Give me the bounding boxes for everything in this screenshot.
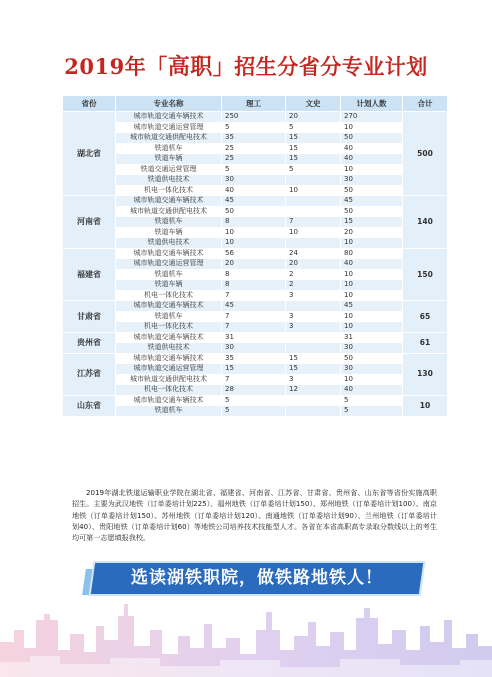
table-row [63, 164, 448, 175]
science-cell: 5 [222, 164, 286, 175]
arts-cell: 5 [286, 164, 341, 175]
major-cell: 城市轨道交通供配电技术 [116, 206, 222, 217]
plan-cell: 5 [341, 395, 403, 406]
table-row [63, 227, 448, 238]
major-cell: 城市轨道交通车辆技术 [116, 353, 222, 364]
table-body [63, 112, 448, 417]
province-total-cell: 61 [403, 332, 448, 353]
title-rest: 招生分省分专业计划 [234, 54, 428, 79]
province-total-cell: 500 [403, 112, 448, 196]
arts-cell [286, 343, 341, 354]
science-cell: 28 [222, 385, 286, 396]
science-cell: 8 [222, 217, 286, 228]
plan-cell: 10 [341, 280, 403, 291]
major-cell: 铁道交通运营管理 [116, 164, 222, 175]
table-row [63, 133, 448, 144]
science-cell: 31 [222, 332, 286, 343]
science-cell: 250 [222, 112, 286, 123]
arts-cell: 3 [286, 290, 341, 301]
arts-cell: 3 [286, 322, 341, 333]
arts-cell [286, 206, 341, 217]
plan-cell: 10 [341, 238, 403, 249]
arts-cell [286, 238, 341, 249]
arts-cell: 24 [286, 248, 341, 259]
plan-cell: 50 [341, 353, 403, 364]
table-row [63, 374, 448, 385]
header-major: 专业名称 [116, 96, 222, 112]
science-cell: 56 [222, 248, 286, 259]
province-cell: 福建省 [63, 248, 116, 301]
arts-cell [286, 406, 341, 417]
arts-cell: 15 [286, 364, 341, 375]
table-row [63, 311, 448, 322]
science-cell: 45 [222, 301, 286, 312]
plan-cell: 30 [341, 343, 403, 354]
plan-cell: 40 [341, 143, 403, 154]
arts-cell: 3 [286, 374, 341, 385]
arts-cell: 3 [286, 311, 341, 322]
science-cell: 30 [222, 175, 286, 186]
science-cell: 5 [222, 122, 286, 133]
major-cell: 机电一体化技术 [116, 385, 222, 396]
table-row [63, 301, 448, 312]
major-cell: 城市轨道交通车辆技术 [116, 248, 222, 259]
arts-cell: 20 [286, 259, 341, 270]
title-open-bracket: 「 [146, 54, 168, 79]
arts-cell [286, 395, 341, 406]
table-row [63, 290, 448, 301]
slogan-text: 选读湖铁职院，做铁路地铁人！ [131, 568, 383, 588]
title-close-bracket: 」 [212, 54, 235, 79]
science-cell: 25 [222, 143, 286, 154]
major-cell: 铁道机车 [116, 406, 222, 417]
major-cell: 铁道车辆 [116, 280, 222, 291]
table-row [63, 269, 448, 280]
arts-cell [286, 196, 341, 207]
province-cell: 甘肃省 [63, 301, 116, 333]
arts-cell: 10 [286, 227, 341, 238]
table-row [63, 385, 448, 396]
science-cell: 35 [222, 133, 286, 144]
arts-cell: 7 [286, 217, 341, 228]
plan-cell: 45 [341, 301, 403, 312]
header-science: 理工 [222, 96, 286, 112]
header-plan: 计划人数 [341, 96, 403, 112]
table-row [63, 196, 448, 207]
major-cell: 城市轨道交通运营管理 [116, 259, 222, 270]
arts-cell [286, 332, 341, 343]
plan-cell: 50 [341, 185, 403, 196]
plan-cell: 20 [341, 227, 403, 238]
table-row [63, 154, 448, 165]
table-row [63, 332, 448, 343]
plan-cell: 45 [341, 196, 403, 207]
major-cell: 机电一体化技术 [116, 322, 222, 333]
province-total-cell: 65 [403, 301, 448, 333]
major-cell: 城市轨道交通供配电技术 [116, 133, 222, 144]
plan-cell: 30 [341, 364, 403, 375]
plan-cell: 10 [341, 269, 403, 280]
science-cell: 5 [222, 406, 286, 417]
science-cell: 7 [222, 290, 286, 301]
table-row [63, 395, 448, 406]
province-total-cell: 140 [403, 196, 448, 249]
major-cell: 机电一体化技术 [116, 185, 222, 196]
major-cell: 铁道机车 [116, 143, 222, 154]
science-cell: 10 [222, 238, 286, 249]
arts-cell: 10 [286, 185, 341, 196]
title-highlight: 高职 [167, 54, 213, 80]
major-cell: 铁道供电技术 [116, 238, 222, 249]
plan-cell: 10 [341, 311, 403, 322]
intro-paragraph: 2019年湖北铁道运输职业学院在湖北省、福建省、河南省、江苏省、甘肃省、贵州省、山东省等省份实施高职招生。主要为武汉地铁（订单委培计划225）、福州地铁（订单委培计划150）、郑州地铁（订单委培计划100）、南京地铁（订单委培计划150）、苏州地铁（订单委培计划120）、南通地铁（订单委培计划90）、兰州地铁（订单委培计划40）、贵阳地铁（订单委培计划60）等地铁公司培养技术技能型人才。各省在本省高职高专录取分数线以上的考生均可第一志愿填报我校。 [72, 488, 437, 543]
province-total-cell: 130 [403, 353, 448, 395]
table-row [63, 112, 448, 123]
province-cell: 湖北省 [63, 112, 116, 196]
province-cell: 山东省 [63, 395, 116, 416]
major-cell: 铁道车辆 [116, 154, 222, 165]
plan-cell: 5 [341, 406, 403, 417]
table-row [63, 259, 448, 270]
table-row [63, 206, 448, 217]
plan-cell: 15 [341, 217, 403, 228]
major-cell: 城市轨道交通运营管理 [116, 122, 222, 133]
enrollment-plan-table [62, 95, 448, 417]
plan-cell: 10 [341, 322, 403, 333]
table-row [63, 343, 448, 354]
table-row [63, 353, 448, 364]
major-cell: 机电一体化技术 [116, 290, 222, 301]
major-cell: 城市轨道交通车辆技术 [116, 112, 222, 123]
province-cell: 河南省 [63, 196, 116, 249]
science-cell: 7 [222, 311, 286, 322]
table-row [63, 122, 448, 133]
science-cell: 50 [222, 206, 286, 217]
table-row [63, 143, 448, 154]
major-cell: 城市轨道交通供配电技术 [116, 374, 222, 385]
table-row [63, 364, 448, 375]
major-cell: 铁道供电技术 [116, 175, 222, 186]
science-cell: 7 [222, 374, 286, 385]
science-cell: 45 [222, 196, 286, 207]
science-cell: 7 [222, 322, 286, 333]
arts-cell: 2 [286, 280, 341, 291]
arts-cell [286, 301, 341, 312]
plan-cell: 50 [341, 206, 403, 217]
table-row [63, 217, 448, 228]
province-total-cell: 150 [403, 248, 448, 301]
table-row [63, 280, 448, 291]
arts-cell: 15 [286, 143, 341, 154]
plan-cell: 40 [341, 259, 403, 270]
plan-cell: 50 [341, 133, 403, 144]
arts-cell: 20 [286, 112, 341, 123]
plan-cell: 30 [341, 175, 403, 186]
plan-cell: 40 [341, 154, 403, 165]
table-row [63, 406, 448, 417]
arts-cell: 15 [286, 353, 341, 364]
table-row [63, 175, 448, 186]
science-cell: 10 [222, 227, 286, 238]
arts-cell: 5 [286, 122, 341, 133]
science-cell: 25 [222, 154, 286, 165]
science-cell: 20 [222, 259, 286, 270]
major-cell: 城市轨道交通运营管理 [116, 364, 222, 375]
science-cell: 8 [222, 280, 286, 291]
plan-cell: 10 [341, 164, 403, 175]
major-cell: 城市轨道交通车辆技术 [116, 301, 222, 312]
table-row [63, 322, 448, 333]
arts-cell: 15 [286, 154, 341, 165]
arts-cell: 2 [286, 269, 341, 280]
major-cell: 铁道机车 [116, 269, 222, 280]
major-cell: 城市轨道交通车辆技术 [116, 395, 222, 406]
table-header-row [63, 96, 448, 112]
province-cell: 贵州省 [63, 332, 116, 353]
table-row [63, 248, 448, 259]
plan-cell: 10 [341, 374, 403, 385]
arts-cell: 15 [286, 133, 341, 144]
science-cell: 15 [222, 364, 286, 375]
major-cell: 铁道车辆 [116, 227, 222, 238]
plan-cell: 270 [341, 112, 403, 123]
major-cell: 城市轨道交通车辆技术 [116, 332, 222, 343]
arts-cell [286, 175, 341, 186]
major-cell: 铁道供电技术 [116, 343, 222, 354]
city-skyline-decoration [0, 590, 492, 677]
plan-cell: 80 [341, 248, 403, 259]
province-total-cell: 10 [403, 395, 448, 416]
science-cell: 30 [222, 343, 286, 354]
science-cell: 5 [222, 395, 286, 406]
plan-cell: 31 [341, 332, 403, 343]
table-row [63, 185, 448, 196]
header-total: 合计 [403, 96, 448, 112]
title-year: 2019年 [64, 54, 147, 79]
plan-cell: 40 [341, 385, 403, 396]
header-arts: 文史 [286, 96, 341, 112]
page-title [0, 50, 492, 81]
province-cell: 江苏省 [63, 353, 116, 395]
science-cell: 40 [222, 185, 286, 196]
header-province: 省份 [63, 96, 116, 112]
major-cell: 铁道机车 [116, 311, 222, 322]
plan-cell: 10 [341, 122, 403, 133]
science-cell: 8 [222, 269, 286, 280]
major-cell: 城市轨道交通车辆技术 [116, 196, 222, 207]
table-row [63, 238, 448, 249]
arts-cell: 12 [286, 385, 341, 396]
plan-cell: 10 [341, 290, 403, 301]
major-cell: 铁道机车 [116, 217, 222, 228]
science-cell: 35 [222, 353, 286, 364]
